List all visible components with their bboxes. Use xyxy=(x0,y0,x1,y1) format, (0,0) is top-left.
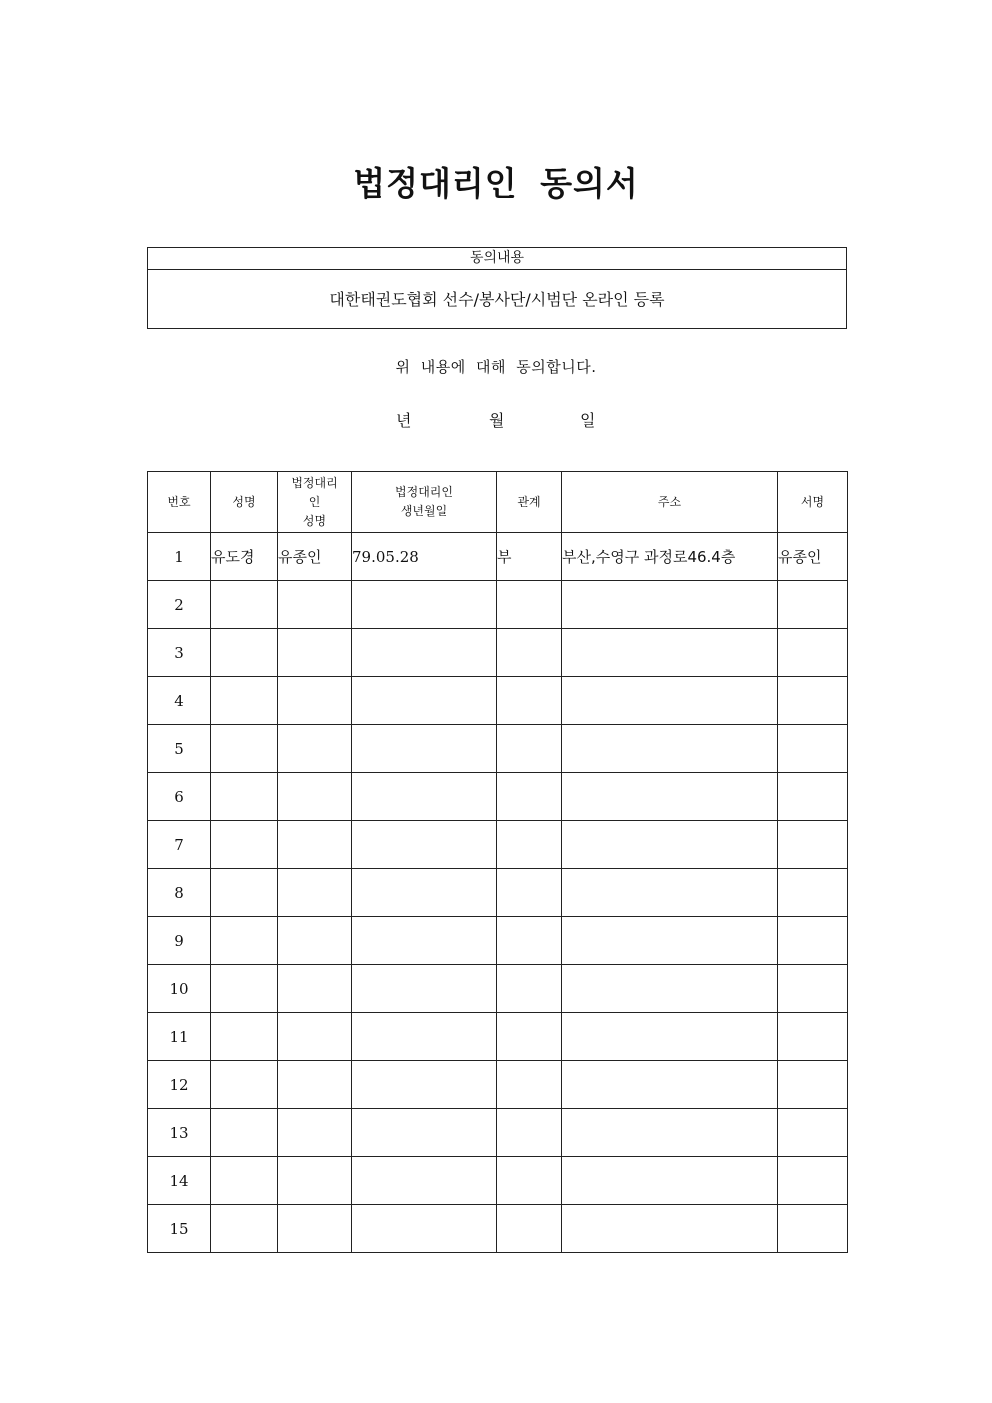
header-guardian-dob-line2: 생년월일 xyxy=(400,504,448,518)
header-relation: 관계 xyxy=(497,472,562,533)
row-signature xyxy=(778,965,848,1013)
row-relation xyxy=(497,965,562,1013)
row-name xyxy=(211,1157,278,1205)
row-guardian-dob xyxy=(352,917,497,965)
row-name xyxy=(211,821,278,869)
row-guardian-name xyxy=(278,821,352,869)
table-row xyxy=(148,773,848,821)
table-row xyxy=(148,677,848,725)
row-relation xyxy=(497,1109,562,1157)
row-signature xyxy=(778,677,848,725)
row-guardian-dob xyxy=(352,965,497,1013)
row-guardian-dob xyxy=(352,1013,497,1061)
row-number: 6 xyxy=(148,773,211,821)
agreement-statement: 위 내용에 대해 동의합니다. xyxy=(395,358,597,376)
table-row xyxy=(148,1013,848,1061)
row-guardian-name xyxy=(278,773,352,821)
row-address xyxy=(562,1013,778,1061)
row-name xyxy=(211,869,278,917)
row-guardian-name xyxy=(278,1157,352,1205)
row-signature xyxy=(778,869,848,917)
row-signature xyxy=(778,1205,848,1253)
row-guardian-name xyxy=(278,581,352,629)
row-address xyxy=(562,629,778,677)
row-name xyxy=(211,1109,278,1157)
row-address xyxy=(562,581,778,629)
row-guardian-name xyxy=(278,1109,352,1157)
table-row xyxy=(148,1157,848,1205)
row-address xyxy=(562,725,778,773)
date-day-label: 일 xyxy=(580,411,596,430)
row-number: 15 xyxy=(148,1205,211,1253)
row-signature xyxy=(778,1061,848,1109)
table-header-row xyxy=(148,472,848,533)
header-signature: 서명 xyxy=(778,472,848,533)
table-row xyxy=(148,1205,848,1253)
row-guardian-dob xyxy=(352,1109,497,1157)
header-guardian-name xyxy=(278,472,352,533)
row-relation xyxy=(497,917,562,965)
row-number: 5 xyxy=(148,725,211,773)
row-name xyxy=(211,677,278,725)
row-number: 14 xyxy=(148,1157,211,1205)
row-name xyxy=(211,773,278,821)
header-number: 번호 xyxy=(148,472,211,533)
table-row xyxy=(148,869,848,917)
row-relation xyxy=(497,581,562,629)
consent-box xyxy=(147,247,847,329)
row-address xyxy=(562,821,778,869)
row-address xyxy=(562,1061,778,1109)
row-guardian-name xyxy=(278,917,352,965)
row-relation xyxy=(497,1205,562,1253)
date-year-label: 년 xyxy=(396,411,412,430)
row-guardian-name xyxy=(278,869,352,917)
table-row xyxy=(148,917,848,965)
row-relation xyxy=(497,725,562,773)
row-guardian-dob xyxy=(352,1205,497,1253)
row-name xyxy=(211,1061,278,1109)
header-name: 성명 xyxy=(211,472,278,533)
row-address xyxy=(562,1109,778,1157)
header-guardian-dob xyxy=(352,472,497,533)
row-name xyxy=(211,629,278,677)
row-signature xyxy=(778,629,848,677)
row-signature xyxy=(778,1157,848,1205)
row-guardian-dob xyxy=(352,1061,497,1109)
row-relation xyxy=(497,629,562,677)
row-name xyxy=(211,965,278,1013)
row-address xyxy=(562,1157,778,1205)
row-name xyxy=(211,1205,278,1253)
row-signature xyxy=(778,821,848,869)
row-guardian-name xyxy=(278,629,352,677)
table-row xyxy=(148,533,848,581)
row-number: 2 xyxy=(148,581,211,629)
row-name xyxy=(211,581,278,629)
row-signature xyxy=(778,773,848,821)
header-guardian-dob-line1: 법정대리인 xyxy=(395,485,453,499)
row-guardian-dob xyxy=(352,677,497,725)
row-address xyxy=(562,773,778,821)
row-number: 7 xyxy=(148,821,211,869)
consent-content: 대한태권도협회 선수/봉사단/시범단 온라인 등록 xyxy=(329,290,665,309)
row-relation xyxy=(497,821,562,869)
table-row xyxy=(148,725,848,773)
row-name xyxy=(211,917,278,965)
row-signature xyxy=(778,1013,848,1061)
row-guardian-dob xyxy=(352,629,497,677)
row-address xyxy=(562,965,778,1013)
row-signature: 유종인 xyxy=(778,533,848,581)
row-name xyxy=(211,725,278,773)
row-guardian-name xyxy=(278,1013,352,1061)
row-guardian-dob xyxy=(352,725,497,773)
row-relation xyxy=(497,773,562,821)
date-month-label: 월 xyxy=(489,411,505,430)
row-relation xyxy=(497,869,562,917)
row-guardian-dob: 79.05.28 xyxy=(352,533,497,581)
row-signature xyxy=(778,725,848,773)
row-guardian-dob xyxy=(352,1157,497,1205)
row-relation xyxy=(497,1157,562,1205)
row-relation: 부 xyxy=(497,533,562,581)
registration-table xyxy=(147,471,848,1253)
table-row xyxy=(148,581,848,629)
row-number: 9 xyxy=(148,917,211,965)
row-number: 11 xyxy=(148,1013,211,1061)
header-guardian-name-line1: 법정대리 xyxy=(291,475,338,490)
row-name xyxy=(211,1013,278,1061)
row-guardian-name: 유종인 xyxy=(278,533,352,581)
row-guardian-dob xyxy=(352,821,497,869)
row-relation xyxy=(497,677,562,725)
row-number: 8 xyxy=(148,869,211,917)
row-relation xyxy=(497,1061,562,1109)
row-number: 12 xyxy=(148,1061,211,1109)
date-line xyxy=(396,408,606,432)
consent-header: 동의내용 xyxy=(148,248,846,270)
row-guardian-name xyxy=(278,1061,352,1109)
row-signature xyxy=(778,1109,848,1157)
table-row xyxy=(148,965,848,1013)
row-address xyxy=(562,869,778,917)
row-number: 1 xyxy=(148,533,211,581)
row-number: 13 xyxy=(148,1109,211,1157)
row-address xyxy=(562,917,778,965)
row-guardian-name xyxy=(278,1205,352,1253)
header-address: 주소 xyxy=(562,472,778,533)
row-address xyxy=(562,677,778,725)
row-guardian-dob xyxy=(352,773,497,821)
document-title: 법정대리인 동의서 xyxy=(353,164,639,203)
row-guardian-name xyxy=(278,677,352,725)
row-number: 4 xyxy=(148,677,211,725)
table-row xyxy=(148,629,848,677)
row-guardian-name xyxy=(278,725,352,773)
table-body xyxy=(148,533,848,1253)
row-signature xyxy=(778,917,848,965)
row-name: 유도경 xyxy=(211,533,278,581)
row-guardian-dob xyxy=(352,869,497,917)
row-number: 10 xyxy=(148,965,211,1013)
row-signature xyxy=(778,581,848,629)
row-guardian-name xyxy=(278,965,352,1013)
row-guardian-dob xyxy=(352,581,497,629)
table-row xyxy=(148,1109,848,1157)
table-row xyxy=(148,821,848,869)
row-address: 부산,수영구 과정로46.4층 xyxy=(562,533,778,581)
row-address xyxy=(562,1205,778,1253)
row-number: 3 xyxy=(148,629,211,677)
row-relation xyxy=(497,1013,562,1061)
header-guardian-name-line2: 인 xyxy=(308,494,321,509)
table-row xyxy=(148,1061,848,1109)
header-guardian-name-line3: 성명 xyxy=(302,513,327,528)
